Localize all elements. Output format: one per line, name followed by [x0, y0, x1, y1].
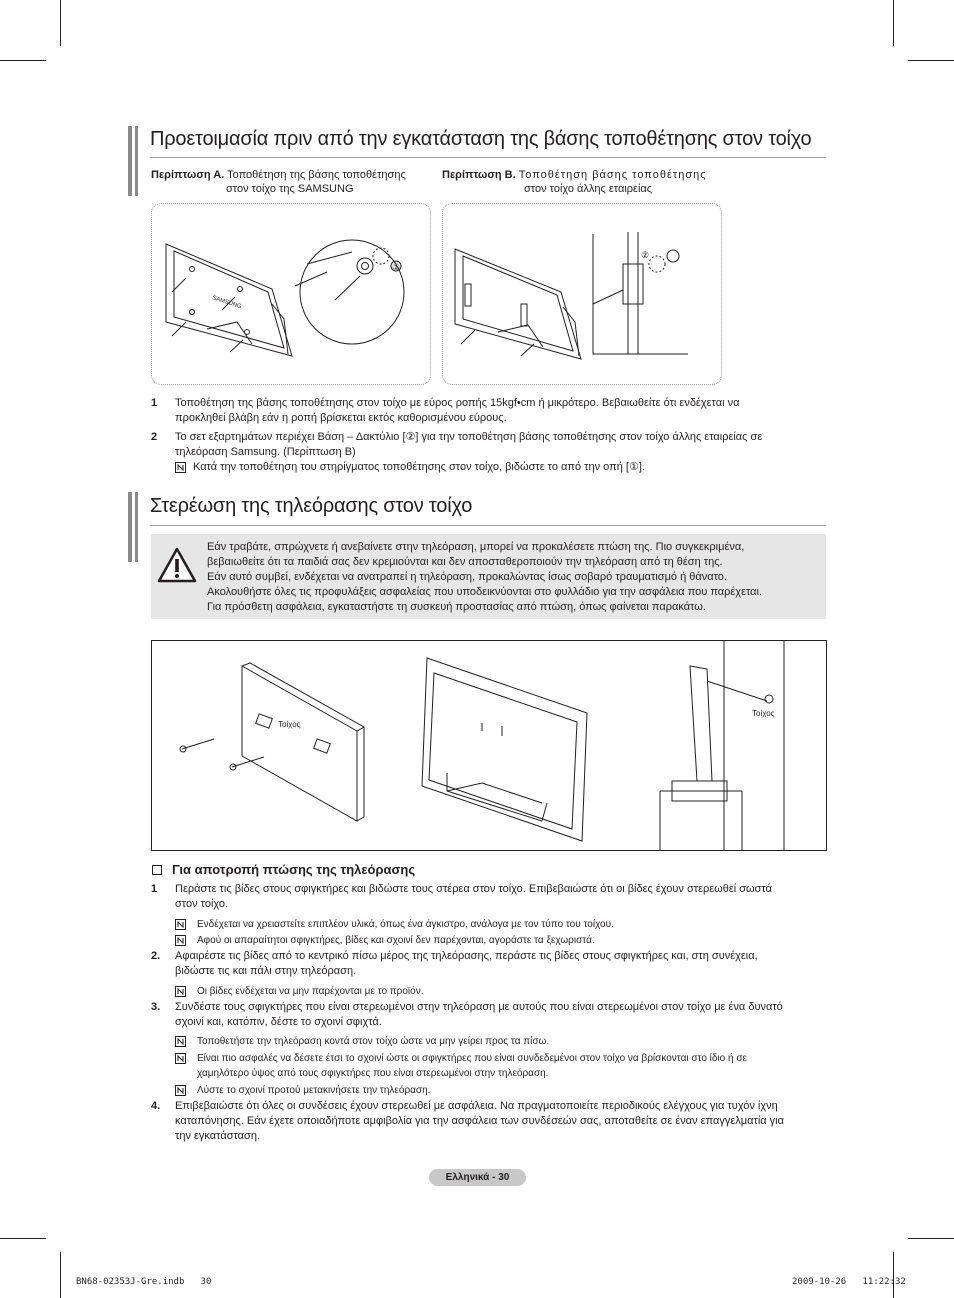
anti-fall-illustration [151, 640, 827, 851]
case-a-line1: Τοποθέτηση της βάσης τοποθέτησης [227, 169, 406, 181]
text-line: βεβαιωθείτε ότι τα παιδιά σας δεν κρεμιούνται και δεν αποσταθεροποιούν την τηλεόραση από τη θέση της. [207, 556, 723, 568]
title-underline [150, 525, 826, 526]
figure-case-b [442, 203, 722, 385]
list-item-text [175, 396, 835, 426]
text-line: σχοινί και, κατόπιν, δέστε το σχοινί σφιχτά. [175, 1016, 382, 1028]
text-line: τηλεόραση Samsung. (Περίπτωση Β) [175, 446, 356, 458]
footer-datetime: 2009-10-26 11:22:32 [792, 1277, 906, 1287]
text-line: την εγκατάσταση. [175, 1130, 260, 1142]
case-a-line2: στον τοίχο της SAMSUNG [226, 183, 354, 195]
note-icon [175, 935, 186, 946]
tv-back-illustration-b [443, 204, 721, 384]
section-title: Προετοιμασία πριν από την εγκατάσταση της βάσης τοποθέτησης στον τοίχο [150, 128, 812, 150]
crop-mark [60, 1252, 61, 1298]
note-text: Οι βίδες ενδέχεται να μην παρέχονται με το προϊόν. [197, 986, 424, 997]
text-line: προκληθεί βλάβη εάν η ροπή βρίσκεται εκτός καθορισμένου εύρους. [175, 412, 507, 424]
warning-text [207, 540, 817, 615]
list-number: 4. [151, 1100, 161, 1112]
case-b-line1: Τοποθέτηση βάσης τοποθέτησης [518, 169, 707, 181]
step-text [175, 1099, 835, 1144]
figure-case-a [151, 203, 431, 385]
note-icon [175, 1036, 186, 1047]
list-number: 1 [151, 883, 158, 895]
checkbox-icon [152, 865, 162, 875]
crop-mark [893, 1252, 894, 1298]
crop-mark [893, 0, 894, 46]
subheading: Για αποτροπή πτώσης της τηλεόρασης [172, 862, 416, 877]
warning-box [151, 534, 826, 619]
section-title: Στερέωση της τηλεόρασης στον τοίχο [150, 495, 473, 517]
text-line: Εάν αυτό συμβεί, ενδέχεται να ανατραπεί η τηλεόραση, προκαλώντας ίσως σοβαρό τραυματισμό ή θάνατο. [207, 571, 727, 583]
samsung-logo-text: SAMSUNG [211, 295, 243, 311]
list-number: 3. [151, 1001, 161, 1013]
note-text: Αφού οι απαραίτητοι σφιγκτήρες, βίδες και σχοινί δεν παρέχονται, αγοράστε τα ξεχωριστά. [197, 935, 595, 946]
footer-file: BN68-02353J-Gre.indb 30 [76, 1277, 212, 1287]
case-b-line2: στον τοίχο άλλης εταιρείας [524, 183, 653, 195]
case-b-label [442, 168, 772, 196]
list-item-text [175, 430, 835, 460]
note-text: Λύστε το σχοινί προτού μετακινήσετε την τηλεόραση. [197, 1085, 431, 1096]
note-text: Τοποθετήστε την τηλεόραση κοντά στον τοίχο ώστε να μην γείρει προς τα πίσω. [197, 1036, 550, 1047]
text-line: χαμηλότερο ύψος από τους σφιγκτήρες που είναι στερεωμένοι στην τηλεόραση. [197, 1068, 549, 1079]
step-text [175, 882, 835, 912]
section-marker [135, 492, 138, 562]
text-line: Περάστε τις βίδες στους σφιγκτήρες και βιδώστε τους στέρεα στον τοίχο. Επιβεβαιώστε ότι οι βίδες έχουν στερεωθεί σωστά [175, 883, 772, 895]
section-marker [128, 492, 132, 562]
step-text [175, 1000, 835, 1030]
note-text: Ενδέχεται να χρειαστείτε επιπλέον υλικά, όπως ένα άγκιστρο, ανάλογα με τον τύπο του τοίχου. [197, 919, 614, 930]
page-number-badge: Ελληνικά - 30 [429, 1169, 526, 1186]
section-marker [135, 126, 138, 196]
note-icon [175, 919, 186, 930]
text-line: Ακολουθήστε όλες τις προφυλάξεις ασφαλείας που υποδεικνύονται στο φυλλάδιο για την ασφάλεια που παρέχεται. [207, 586, 763, 598]
text-line: καταπόνησης. Εάν έχετε οποιαδήποτε αμφιβολία για την ασφάλεια των συνδέσεών σας, αποταθείτε σε έναν επαγγελματία για [175, 1115, 784, 1127]
note-icon [175, 1085, 186, 1096]
crop-mark [908, 1238, 954, 1239]
text-line: Είναι πιο ασφαλές να δέσετε έτσι το σχοινί ώστε οι σφιγκτήρες που είναι συνδεδεμένοι στον τοίχο να βρίσκονται στο ίδιο ή σε [197, 1053, 747, 1064]
text-line: Τοποθέτηση της βάσης τοποθέτησης στον τοίχο με εύρος ροπής 15kgf•cm ή μικρότερο. Βεβαιωθείτε ότι ενδέχεται να [175, 397, 740, 409]
note-icon [175, 462, 186, 473]
list-number: 2 [151, 431, 158, 443]
note-text: Κατά την τοποθέτηση του στηρίγματος τοποθέτησης στον τοίχο, βιδώστε το από την οπή [①]. [193, 461, 645, 473]
case-a-title: Περίπτωση Α. [151, 169, 225, 181]
wall-label: Τοίχος [278, 720, 301, 729]
text-line: Επιβεβαιώστε ότι όλες οι συνδέσεις έχουν στερεωθεί με ασφάλεια. Να πραγματοποιείτε περιοδικούς ελέγχους για τυχόν ίχνη [175, 1100, 778, 1112]
tv-back-illustration-a [152, 204, 430, 384]
title-underline [150, 157, 826, 158]
text-line: Συνδέστε τους σφιγκτήρες που είναι στερεωμένοι στην τηλεόραση με αυτούς που είναι στερεωμένοι στον τοίχο με ένα δυνατό [175, 1001, 783, 1013]
text-line: στον τοίχο. [175, 898, 229, 910]
section-marker [128, 126, 132, 196]
crop-mark [0, 1238, 46, 1239]
text-line: Για πρόσθετη ασφάλεια, εγκαταστήστε τη συσκευή προστασίας από πτώση, όπως φαίνεται παρακάτω. [207, 601, 706, 613]
warning-icon [157, 547, 197, 583]
crop-mark [60, 0, 61, 46]
list-number: 2. [151, 950, 161, 962]
crop-mark [0, 60, 46, 61]
anti-fall-diagram [152, 641, 826, 850]
callout-1: ① [392, 263, 401, 273]
text-line: Εάν τραβάτε, σπρώχνετε ή ανεβαίνετε στην τηλεόραση, μπορεί να προκαλέσετε πτώση της. Πιο συγκεκριμένα, [207, 541, 745, 553]
text-line: βιδώστε τις και πάλι στην τηλεόραση. [175, 965, 357, 977]
crop-mark [908, 60, 954, 61]
note-text [197, 1051, 747, 1081]
wall-label: Τοίχος [752, 709, 775, 718]
list-number: 1 [151, 397, 158, 409]
note-icon [175, 986, 186, 997]
case-b-title: Περίπτωση Β. [442, 169, 516, 181]
case-a-label [151, 168, 441, 196]
callout-2: ② [641, 251, 650, 261]
note-icon [175, 1053, 186, 1064]
text-line: Το σετ εξαρτημάτων περιέχει Βάση – Δακτύλιο [②] για την τοποθέτηση βάσης τοποθέτησης στον τοίχο άλλης εταιρείας σε [175, 431, 763, 443]
text-line: Αφαιρέστε τις βίδες από το κεντρικό πίσω μέρος της τηλεόρασης, περάστε τις βίδες στους σφιγκτήρες και, στη συνέχεια, [175, 950, 758, 962]
step-text [175, 949, 835, 979]
